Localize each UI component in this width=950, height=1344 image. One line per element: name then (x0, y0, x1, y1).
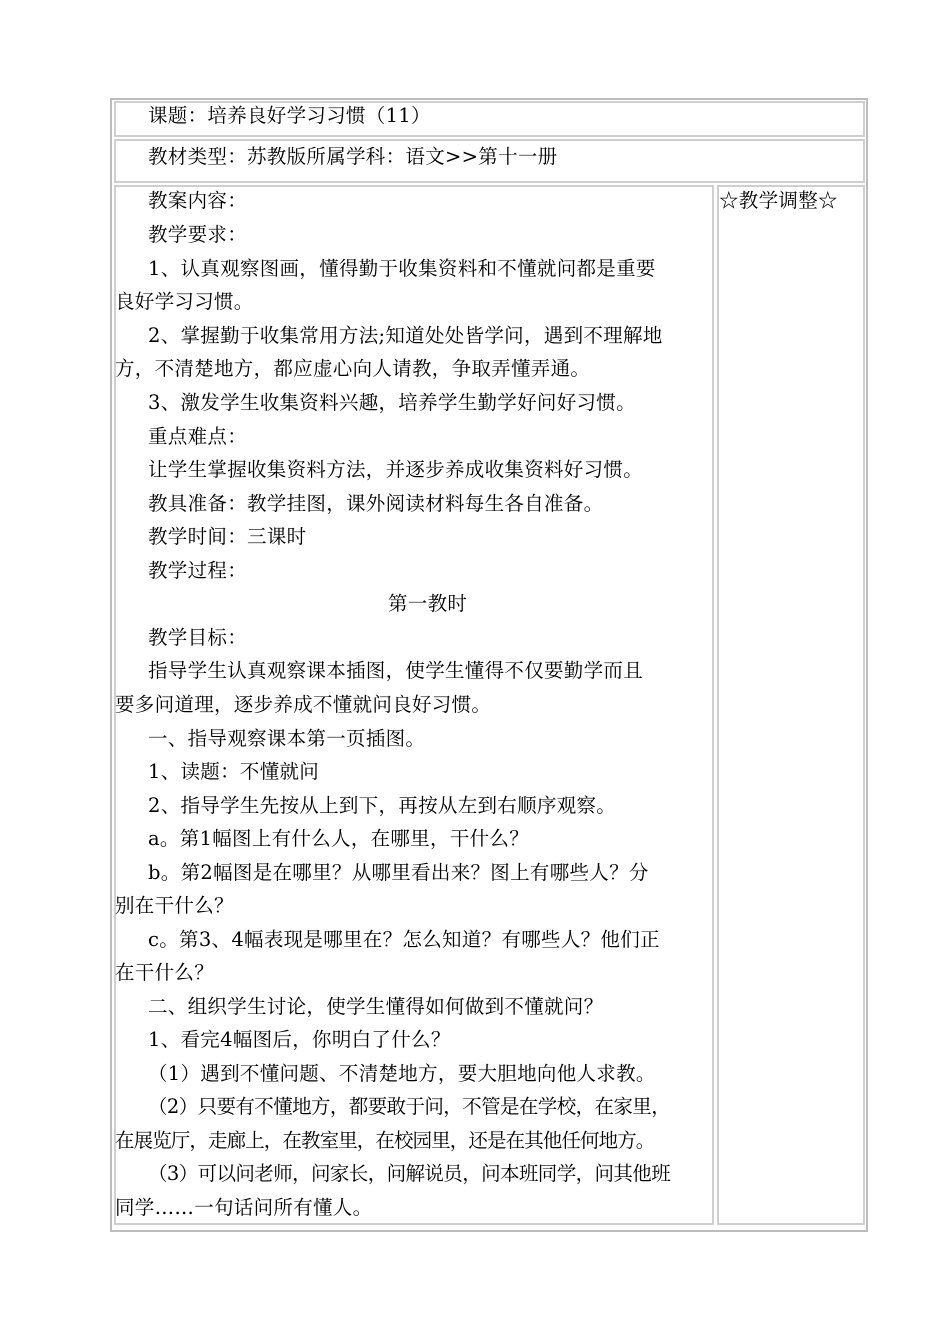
content-line: 2、指导学生先按从上到下，再按从左到右顺序观察。 (148, 794, 617, 817)
content-line: b。第2幅图是在哪里？从哪里看出来？图上有哪些人？分 (148, 861, 649, 884)
content-line: 重点难点： (148, 425, 248, 448)
content-line: （2）只要有不懂地方，都要敢于问，不管是在学校，在家里， (148, 1095, 671, 1118)
content-line: 让学生掌握收集资料方法，并逐步养成收集资料好习惯。 (148, 458, 644, 481)
content-line: 教学要求： (148, 223, 248, 246)
content-line: 3、激发学生收集资料兴趣，培养学生勤学好问好习惯。 (148, 391, 636, 414)
content-line: 教学过程： (148, 559, 248, 582)
content-line: 要多问道理，逐步养成不懂就问良好习惯。 (115, 693, 492, 716)
content-line: 2、掌握勤于收集常用方法;知道处处皆学问，遇到不理解地 (148, 324, 663, 347)
content-line: 教学目标： (148, 626, 248, 649)
content-line: 教学时间：三课时 (148, 525, 307, 548)
content-line: 良好学习习惯。 (115, 290, 254, 313)
section-heading: 第一教时 (388, 592, 468, 615)
content-line: 1、看完4幅图后，你明白了什么？ (148, 1028, 451, 1051)
content-line: 别在干什么？ (115, 894, 234, 917)
lesson-title: 课题：培养良好学习习惯（11） (148, 104, 431, 127)
lesson-meta: 教材类型：苏教版所属学科：语文>>第十一册 (148, 145, 558, 168)
content-line: （3）可以问老师，问家长，问解说员，问本班同学，问其他班 (148, 1162, 671, 1185)
content-line: c。第3、4幅表现是哪里在？怎么知道？有哪些人？他们正 (148, 928, 660, 951)
content-line: 方，不清楚地方，都应虚心向人请教，争取弄懂弄通。 (115, 357, 591, 380)
content-line: 教案内容： (148, 189, 248, 212)
content-line: （1）遇到不懂问题、不清楚地方，要大胆地向他人求教。 (148, 1062, 656, 1085)
teaching-adjustment-label: ☆教学调整☆ (719, 189, 838, 212)
content-line: 同学……一句话问所有懂人。 (115, 1196, 373, 1219)
content-line: 二、组织学生讨论，使学生懂得如何做到不懂就问？ (148, 995, 604, 1018)
content-line: 教具准备：教学挂图，课外阅读材料每生各自准备。 (148, 492, 604, 515)
content-line: 指导学生认真观察课本插图，使学生懂得不仅要勤学而且 (148, 659, 644, 682)
content-line: 在干什么？ (115, 961, 215, 984)
content-line: 一、指导观察课本第一页插图。 (148, 727, 426, 750)
adjustment-cell (717, 185, 865, 1225)
content-line: 1、认真观察图画，懂得勤于收集资料和不懂就问都是重要 (148, 257, 656, 280)
content-line: 在展览厅，走廊上，在教室里，在校园里，还是在其他任何地方。 (115, 1129, 655, 1152)
content-line: 1、读题：不懂就问 (148, 760, 320, 783)
content-line: a。第1幅图上有什么人，在哪里，干什么？ (148, 827, 530, 850)
